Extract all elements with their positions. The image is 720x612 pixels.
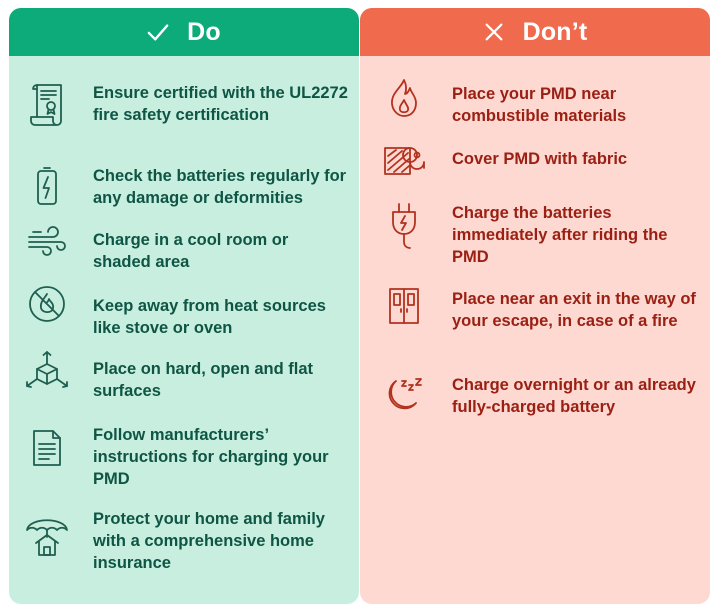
box-arrows-icon: [23, 348, 71, 396]
moon-sleep-icon: [380, 370, 428, 418]
dont-item-text: Charge the batteries immediately after riding the PMD: [452, 204, 668, 266]
charging-plug-icon: [380, 202, 428, 250]
cross-icon: [483, 21, 505, 43]
exit-door-icon: [380, 282, 428, 330]
do-item-text: Keep away from heat sources like stove or oven: [93, 297, 326, 337]
battery-icon: [23, 162, 71, 210]
do-item-text: Charge in a cool room or shaded area: [93, 231, 289, 271]
dont-item-text: Place near an exit in the way of your escape, in case of a fire: [452, 290, 696, 330]
wind-icon: [23, 218, 71, 266]
do-item-text: Check the batteries regularly for any damage or deformities: [93, 167, 347, 207]
do-item-text: Ensure certified with the UL2272 fire safety certification: [93, 84, 348, 124]
dont-panel: [360, 8, 710, 604]
do-item-text: Place on hard, open and flat surfaces: [93, 360, 314, 400]
certificate-scroll-icon: [23, 80, 71, 128]
do-item-text: Follow manufacturers’ instructions for charging your PMD: [93, 426, 329, 488]
fire-icon: [380, 74, 428, 122]
document-icon: [23, 424, 71, 472]
checkmark-icon: [147, 21, 169, 43]
do-panel: [9, 8, 359, 604]
dont-item-text: Place your PMD near combustible materials: [452, 85, 627, 125]
fabric-roll-icon: [380, 136, 428, 184]
do-item-text: Protect your home and family with a comprehensive home insurance: [93, 510, 325, 572]
dont-item-text: Cover PMD with fabric: [452, 150, 628, 168]
do-header: [9, 8, 359, 56]
do-title: Do: [187, 17, 221, 46]
dont-title: Don’t: [522, 17, 588, 46]
dont-header: [360, 8, 710, 56]
no-fire-icon: [23, 280, 71, 328]
dont-item-text: Charge overnight or an already fully-charged battery: [452, 376, 696, 416]
umbrella-house-icon: [23, 510, 71, 558]
